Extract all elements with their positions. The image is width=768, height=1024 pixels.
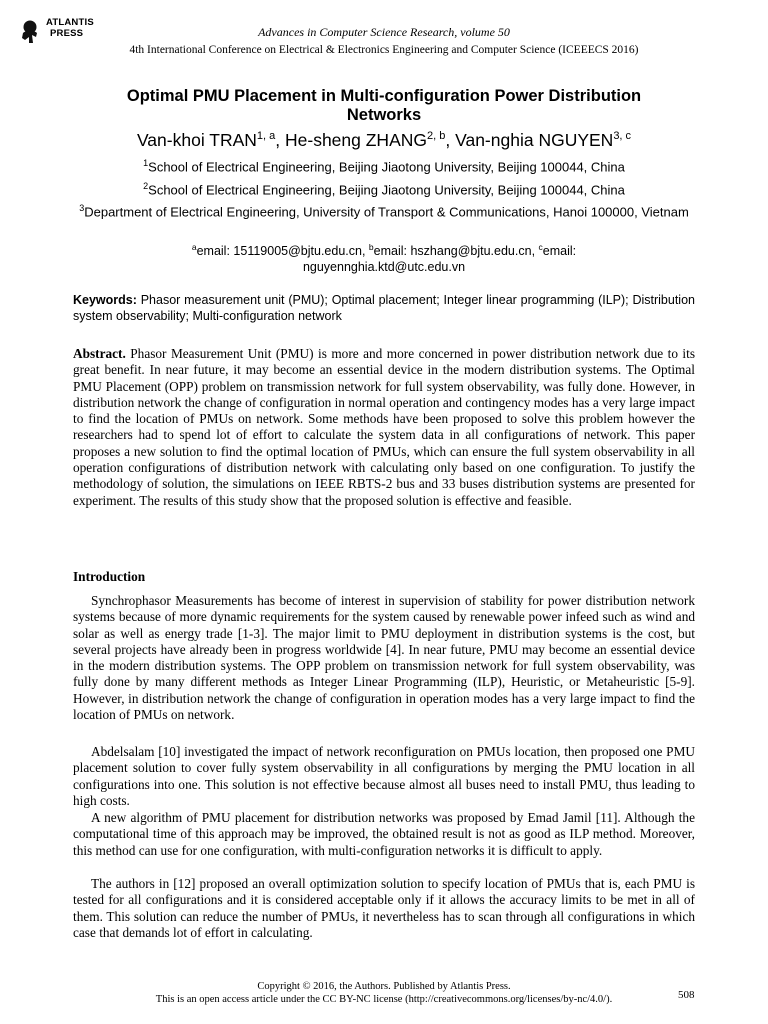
conference-name: 4th International Conference on Electrical & Electronics Engineering and Computer Science (ICEEECS 2016)	[129, 44, 639, 56]
paragraph-text: Synchrophasor Measurements has become of interest in supervision of stability for power distribution network systems because of more dynamic requirements for the system caused by renewable power infeed such as wind and solar as well as energy trade [1-3]. The major limit to PMU deployment in distribution systems is the cost, but several projects have already been in progress worldwide [4]. In near future, PMU may become an essential device in the modern distribution systems. The OPP problem on transmission network for full system observability, was fully done by many different methods as Integer Linear Programming (ILP), Heuristic, or Metaheuristic [5-9]. However, in distribution network the change of configuration in operation modes has a very large impact to find the location of PMUs on network.	[73, 593, 695, 723]
author-list: Van-khoi TRAN$^{1, a}$, He-sheng ZHANG$^{2, b}$, Van-nghia NGUYEN$^{3, c}$	[136, 129, 632, 150]
author-name: Van-nghia NGUYEN	[455, 129, 614, 150]
paragraph-text: A new algorithm of PMU placement for distribution networks was proposed by Emad Jamil [11]. Although the computational time of this approach may be improved, the obtained result is not as good as ILP method. Moreover, this method can use for one configuration, with multi-configuration networks it is difficult to apply.	[73, 810, 695, 858]
paper-title: Optimal PMU Placement in Multi-configuration Power Distribution Networks	[126, 87, 642, 124]
author-name: He-sheng ZHANG	[285, 129, 427, 150]
affiliation-superscript: 3	[79, 203, 85, 213]
paragraph-text: Abdelsalam [10] investigated the impact of network reconfiguration on PMUs location, then proposed one PMU placement solution to cover fully system observability in all configurations by merging the PMU location in all configurations into one. This solution is not effective because almost all buses need to install PMU, thus leading to high costs.	[73, 744, 695, 808]
copyright-notice: Copyright © 2016, the Authors. Published by Atlantis Press.	[257, 981, 511, 992]
keywords-text: Phasor measurement unit (PMU); Optimal placement; Integer linear programming (ILP); Distribution system observability; Multi-configuration network	[73, 293, 695, 323]
email-superscript: a	[191, 242, 197, 252]
keywords-section	[73, 292, 695, 324]
body-paragraph	[73, 593, 695, 723]
author-name: Van-khoi TRAN	[136, 129, 257, 150]
affiliation	[60, 200, 708, 220]
abstract-text: Phasor Measurement Unit (PMU) is more and more concerned in power distribution network due to its great benefit. In near future, it may become an essential device in the modern distribution systems. The Optimal PMU Placement (OPP) problem on transmission network for full system observability, was fully done. However, in distribution network the change of configuration in normal operation and contingency modes has a very large impact to find the location of PMUs on network. Some methods have been proposed to solve this problem however the researchers had to spend lot of effort to calculate the system data in all configurations of network. This paper proposes a new solution to find the optimal location of PMUs, which can ensure the full system observability in all operation configurations of distribution network with calculating only based on one configuration. To justify the methodology of solution, the simulations on IEEE RBTS-2 bus and 33 buses distribution systems are presented for experiment. The results of this study show that the proposed solution is effective and feasible.	[73, 346, 695, 508]
affiliation-text: School of Electrical Engineering, Beijing Jiaotong University, Beijing 100044, China	[148, 182, 625, 198]
abstract-label: Abstract.	[73, 346, 126, 361]
keywords-label: Keywords:	[73, 293, 137, 307]
email-address: email: hszhang@bjtu.edu.cn	[373, 244, 532, 259]
journal-name: Advances in Computer Science Research, volume 50	[258, 25, 510, 39]
affiliation-superscript: 1	[143, 158, 149, 168]
paragraph-text: The authors in [12] proposed an overall optimization solution to specify location of PMUs that is, each PMU is tested for all configurations and it is considered acceptable only if it allows the accuracy limits to be met in all of them. This solution can reduce the number of PMUs, it nevertheless has to scan through all configurations in which case that demands lot of effort in calculating.	[73, 876, 695, 940]
logo-line-2: PRESS	[50, 28, 84, 39]
body-paragraph	[73, 744, 695, 809]
logo-line-1: ATLANTIS	[46, 17, 94, 28]
email-address: email: nguyennghia.ktd@utc.edu.vn	[302, 244, 577, 275]
author-superscript: 1, a	[256, 130, 276, 142]
affiliation	[60, 155, 708, 175]
section-heading: Introduction	[73, 569, 146, 584]
body-paragraph	[73, 810, 695, 859]
author-superscript: 3, c	[613, 130, 632, 142]
affiliation-superscript: 2	[143, 181, 149, 191]
email-superscript: b	[368, 242, 374, 252]
author-superscript: 2, b	[427, 130, 446, 142]
email-superscript: c	[538, 242, 543, 252]
email-address: email: 15119005@bjtu.edu.cn	[196, 244, 362, 259]
body-paragraph	[73, 876, 695, 941]
affiliation-text: School of Electrical Engineering, Beijing Jiaotong University, Beijing 100044, China	[148, 159, 625, 175]
affiliation-text: Department of Electrical Engineering, University of Transport & Communications, Hanoi 100000, Vietnam	[84, 204, 689, 220]
email-list: $^a$email: 15119005@bjtu.edu.cn, $^b$email: hszhang@bjtu.edu.cn, $^c$email: nguyennghia.ktd@utc.edu.vn	[191, 242, 577, 275]
abstract	[73, 346, 695, 509]
page-number: 508	[678, 989, 695, 1001]
license-notice: This is an open access article under the CC BY-NC license (http://creativecommons.org/licenses/by-nc/4.0/).	[155, 994, 613, 1005]
affiliation	[60, 178, 708, 198]
